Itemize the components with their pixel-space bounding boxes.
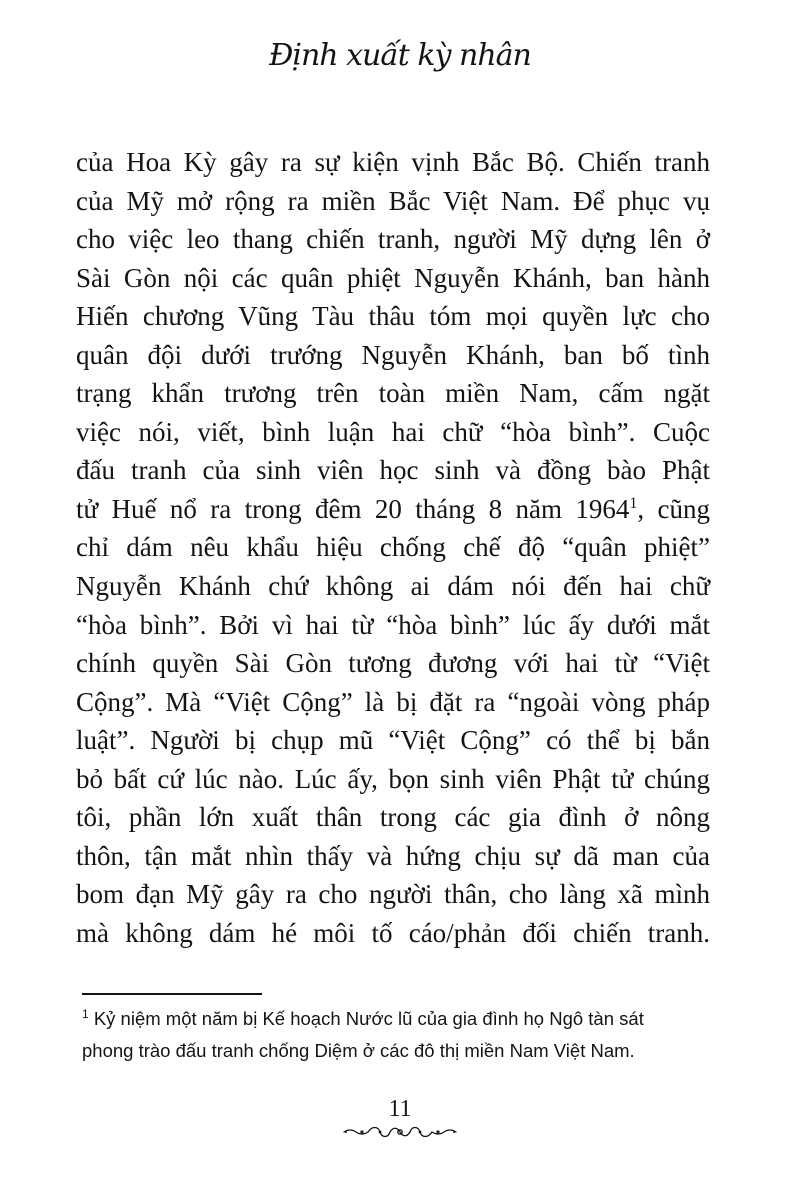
body-line-with-note: [76, 490, 710, 529]
body-line: việc nói, viết, bình luận hai chữ “hòa bình”. Cuộc: [76, 416, 710, 447]
page-number: 11: [388, 1096, 412, 1122]
body-line: bom đạn Mỹ gây ra cho người thân, cho làng xã mình: [76, 879, 710, 910]
flourish-ornament-icon: [342, 1124, 458, 1140]
body-line: Hiến chương Vũng Tàu thâu tóm mọi quyền lực cho: [76, 301, 710, 332]
body-line: Nguyễn Khánh chứ không ai dám nói đến hai chữ: [76, 571, 710, 602]
footnote: [82, 1003, 710, 1067]
footnote-reference[interactable]: 1: [629, 494, 638, 512]
body-text: [76, 143, 710, 952]
footnote-divider: [82, 993, 262, 995]
body-text-segment: tử Huế nổ ra trong đêm 20 tháng 8 năm 1964: [76, 493, 630, 524]
body-line: Cộng”. Mà “Việt Cộng” là bị đặt ra “ngoài vòng pháp: [76, 686, 710, 717]
body-text-segment: , cũng: [637, 493, 711, 524]
body-line: tôi, phần lớn xuất thân trong các gia đình ở nông: [76, 802, 710, 833]
body-line: đấu tranh của sinh viên học sinh và đồng bào Phật: [76, 455, 710, 486]
body-line: chính quyền Sài Gòn tương đương với hai từ “Việt: [76, 648, 710, 679]
body-line: quân đội dưới trướng Nguyễn Khánh, ban bố tình: [76, 339, 710, 370]
body-line: bỏ bất cứ lúc nào. Lúc ấy, bọn sinh viên Phật tử chúng: [76, 763, 710, 794]
footnote-line: phong trào đấu tranh chống Diệm ở các đô thị miền Nam Việt Nam.: [82, 1040, 635, 1061]
body-line: Sài Gòn nội các quân phiệt Nguyễn Khánh, ban hành: [76, 262, 710, 293]
running-head: Định xuất kỳ nhân: [269, 38, 531, 73]
body-line: “hòa bình”. Bởi vì hai từ “hòa bình” lúc ấy dưới mắt: [76, 609, 710, 640]
body-line: cho việc leo thang chiến tranh, người Mỹ dựng lên ở: [76, 224, 710, 255]
body-line: chỉ dám nêu khẩu hiệu chống chế độ “quân phiệt”: [76, 532, 710, 563]
body-line: thôn, tận mắt nhìn thấy và hứng chịu sự dã man của: [76, 840, 710, 871]
body-line: của Mỹ mở rộng ra miền Bắc Việt Nam. Để phục vụ: [76, 185, 710, 216]
footnote-marker: 1: [82, 1006, 89, 1021]
body-line: luật”. Người bị chụp mũ “Việt Cộng” có thể bị bắn: [76, 725, 710, 756]
footnote-text: Kỷ niệm một năm bị Kế hoạch Nước lũ của gia đình họ Ngô tàn sát: [88, 1008, 644, 1029]
body-line: mà không dám hé môi tố cáo/phản đối chiến tranh.: [76, 917, 710, 948]
body-line: của Hoa Kỳ gây ra sự kiện vịnh Bắc Bộ. Chiến tranh: [76, 147, 710, 177]
footnote-line: [82, 1003, 710, 1035]
body-line: trạng khẩn trương trên toàn miền Nam, cấm ngặt: [76, 378, 710, 409]
